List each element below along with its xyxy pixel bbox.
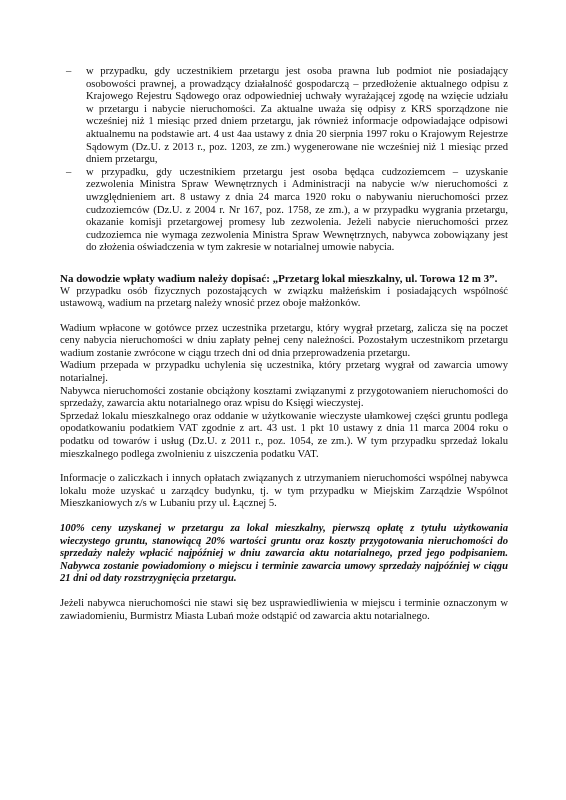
wadium-heading: Na dowodzie wpłaty wadium należy dopisać: „Przetarg lokal mieszkalny, ul. Torowa 12 m 3”. (60, 272, 498, 285)
paragraph-vat: Sprzedaż lokalu mieszkalnego oraz oddanie w użytkowanie wieczyste ułamkowej części gruntu podlega opodatkowaniu podatkiem VAT zgodnie z art. 43 ust. 1 pkt 10 ustawy z dnia 11 marca 2004 roku o podatku od towarów i usług (Dz.U. z 2011 r., poz. 1054, ze zm.). W tym przypadku sprzedaż lokalu mieszkalnego podlega zwolnieniu z uiszczenia podatku VAT. (60, 410, 508, 460)
bullet-dash: – (66, 66, 72, 77)
paragraph-wadium-forfeit: Wadium przepada w przypadku uchylenia się uczestnika, który przetarg wygrał od zawarcia umowy notarialnej. (60, 360, 508, 385)
list-item (60, 167, 508, 255)
list-item (60, 66, 508, 167)
paragraph-wadium-cash: Wadium wpłacone w gotówce przez uczestnika przetargu, który wygrał przetarg, zalicza się na poczet ceny nabycia nieruchomości w dniu zapłaty pełnej ceny należności. Pozostałym uczestnikom przetargu wadium zostanie zwrócone w ciągu trzech dni od dnia przeprowadzenia przetargu. (60, 322, 508, 359)
paragraph-spouses: W przypadku osób fizycznych pozostających w związku małżeńskim i posiadających wspólność ustawową, wadium na przetarg należy wnosić przez oboje małżonków. (60, 285, 508, 310)
bullet-text-foreigner: w przypadku, gdy uczestnikiem przetargu jest osoba będąca cudzoziemcem – uzyskanie zezwolenia Ministra Spraw Wewnętrznych i Administracji na nabycie w/w nieruchomości z uwzględnieniem art. 8 ustawy z dnia 24 marca 1920 roku o nabywaniu nieruchomości przez cudzoziemców (Dz.U. z 2004 r. Nr 167, poz. 1758, ze zm.), a w przypadku wygrania przetargu, okazanie komisji przetargowej promesy lub zezwolenia. Jeżeli nabycie nieruchomości przez cudzoziemca nie wymaga zezwolenia Ministra Spraw Wewnętrznych, nabywca zobowiązany jest do złożenia oświadczenia w tym zakresie w notarialnej umowie nabycia. (86, 166, 508, 254)
bullet-dash: – (66, 166, 72, 178)
bullet-text-legal-entity: w przypadku, gdy uczestnikiem przetargu jest osoba prawna lub podmiot nie posiadający osobowości prawnej, a prowadzący działalność gospodarczą – przedłożenie aktualnego odpisu z Krajowego Rejestru Sądowego oraz odpowiedniej uchwały wyrażającej zgodę na wzięcie udziału w przetargu i nabycie nieruchomości. Za aktualne uważa się odpisy z KRS sporządzone nie wcześniej niż 1 miesiąc przed dniem przetargu, jak również informacje odpowiadające odpisowi aktualnemu na podstawie art. 4 ust 4aa ustawy z dnia 20 sierpnia 1997 roku o Krajowym Rejestrze Sądowym (Dz.U. z 2013 r., poz. 1203, ze zm.) wygenerowane nie wcześniej niż 1 miesiąc przed dniem przetargu, (86, 66, 508, 166)
paragraph-absence: Jeżeli nabywca nieruchomości nie stawi się bez usprawiedliwienia w miejscu i terminie oznaczonym w zawiadomieniu, Burmistrz Miasta Lubań może odstąpić od zawarcia aktu notarialnego. (60, 597, 508, 622)
paragraph-costs: Nabywca nieruchomości zostanie obciążony kosztami związanymi z przygotowaniem nieruchomości do sprzedaży, zawarcia aktu notarialnego oraz wpisu do Księgi wieczystej. (60, 385, 508, 410)
paragraph-payment: 100% ceny uzyskanej w przetargu za lokal mieszkalny, pierwszą opłatę z tytułu użytkowania wieczystego gruntu, stanowiącą 20% wartości gruntu oraz koszty przygotowania nieruchomości do sprzedaży należy wpłacić najpóźniej w dniu zawarcia aktu notarialnego, przed jego podpisaniem. Nabywca zostanie powiadomiony o miejscu i terminie zawarcia umowy sprzedaży najpóźniej w ciągu 21 dni od daty rozstrzygnięcia przetargu. (60, 523, 508, 585)
requirements-list (60, 66, 508, 255)
paragraph-info: Informacje o zaliczkach i innych opłatach związanych z utrzymaniem nieruchomości wspólnej nabywca lokalu może uzyskać u zarządcy budynku, tj. w tym przypadku w Miejskim Zarządzie Wspólnot Mieszkaniowych z/s w Lubaniu przy ul. Łącznej 5. (60, 473, 508, 510)
